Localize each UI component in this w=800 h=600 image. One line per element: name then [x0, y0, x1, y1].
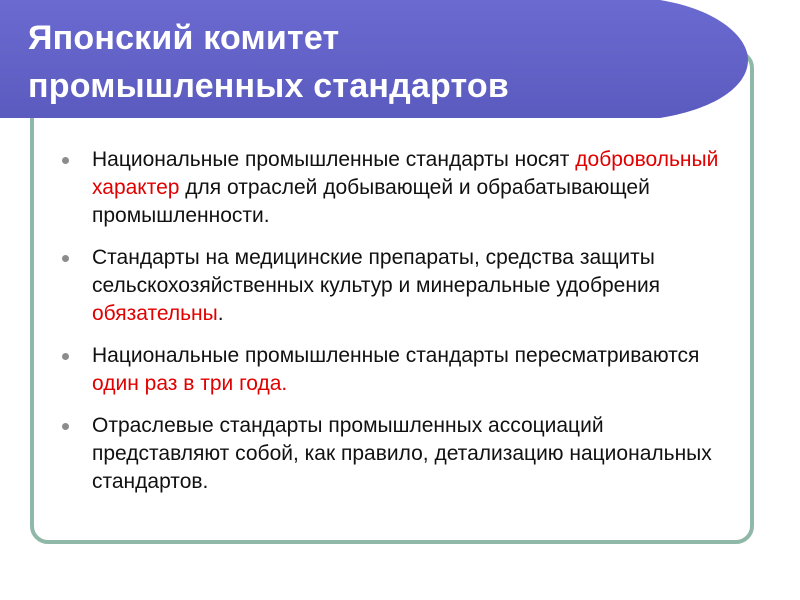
title-line-2: промышленных стандартов: [28, 67, 509, 105]
slide-title: [28, 14, 668, 110]
bullet-text-end: .: [217, 302, 224, 325]
bullet-highlight: обязательны: [92, 302, 218, 325]
bullet-highlight: один раз в три года.: [92, 372, 288, 395]
bullet-text: Национальные промышленные стандарты носят: [92, 148, 576, 171]
bullet-item: [62, 412, 742, 496]
bullet-dot-icon: [62, 423, 69, 430]
bullet-item: [62, 146, 742, 230]
bullet-dot-icon: [62, 157, 69, 164]
bullet-item: [62, 342, 742, 398]
bullet-text: Национальные промышленные стандарты пересматриваются: [92, 344, 700, 367]
bullet-highlight: добровольный характер: [92, 148, 719, 199]
bullet-item: [62, 244, 742, 328]
bullet-text-end: для отраслей добывающей и обрабатывающей промышленности.: [92, 176, 650, 227]
bullet-dot-icon: [62, 255, 69, 262]
bullet-text: Отраслевые стандарты промышленных ассоциаций представляют собой, как правило, детализацию национальных стандартов.: [92, 414, 712, 493]
bullet-text: Стандарты на медицинские препараты, средства защиты сельскохозяйственных культур и минеральные удобрения: [92, 246, 661, 297]
bullet-dot-icon: [62, 353, 69, 360]
bullet-list: [62, 146, 742, 510]
title-line-1: Японский комитет: [28, 19, 340, 57]
